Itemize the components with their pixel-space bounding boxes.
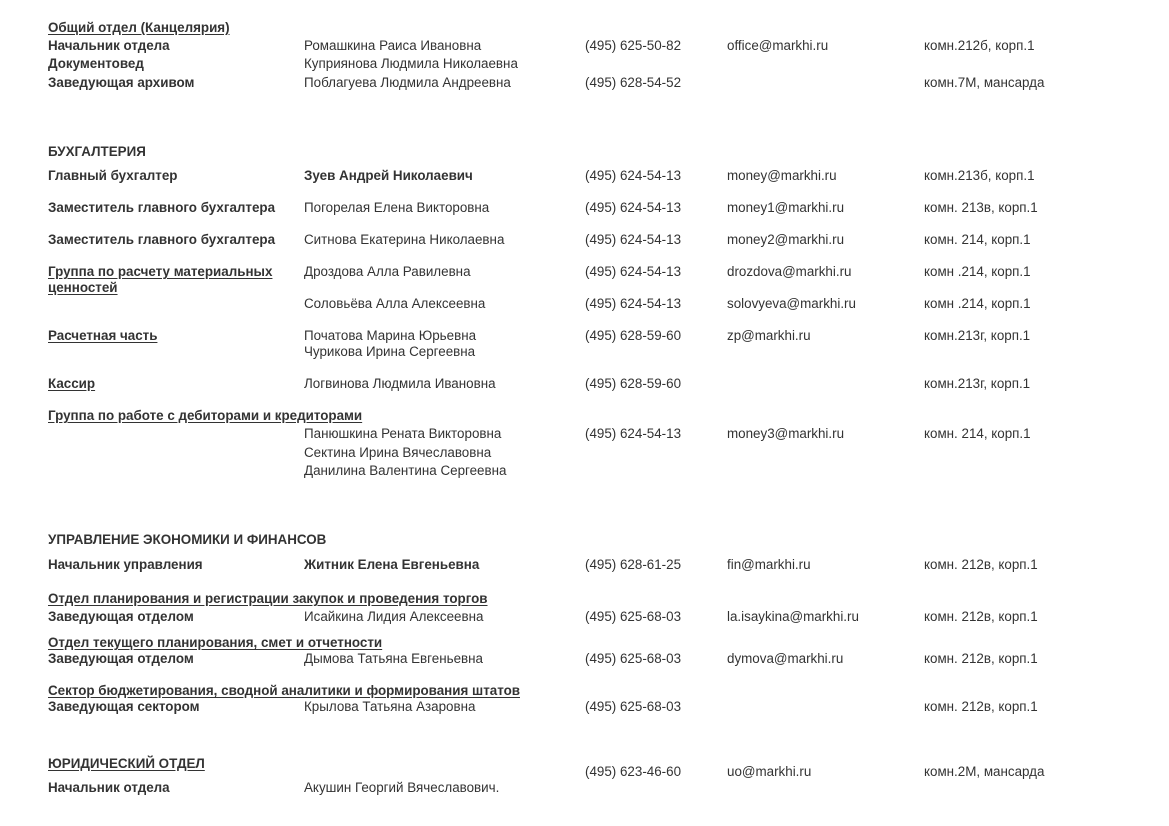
position-label: Начальник управления: [48, 557, 203, 572]
table-row: [0, 462, 1169, 480]
table-row: [0, 167, 1169, 185]
table-row: [0, 779, 1169, 797]
person-name: Сектина Ирина Вячеславовна: [304, 445, 492, 460]
table-row: [0, 608, 1169, 626]
room-location: комн. 214, корп.1: [924, 232, 1031, 247]
table-row: [0, 444, 1169, 462]
group-title-row: [0, 590, 1169, 608]
table-row: [0, 37, 1169, 55]
position-label: Начальник отдела: [48, 780, 170, 795]
phone-number: (495) 625-68-03: [585, 609, 682, 624]
table-row: [0, 698, 1169, 716]
email-address: fin@markhi.ru: [727, 557, 811, 572]
room-location: комн.7М, мансарда: [924, 75, 1045, 90]
phone-number: (495) 624-54-13: [585, 168, 682, 183]
table-row: [0, 199, 1169, 217]
phone-number: (495) 628-59-60: [585, 328, 682, 343]
position-label: Заместитель главного бухгалтера: [48, 200, 276, 215]
email-address: money1@markhi.ru: [727, 200, 845, 215]
phone-number: (495) 625-50-82: [585, 38, 682, 53]
phone-number: (495) 625-68-03: [585, 651, 682, 666]
room-location: комн.2М, мансарда: [924, 764, 1045, 779]
person-name: Панюшкина Рената Викторовна: [304, 426, 502, 441]
email-address: money@markhi.ru: [727, 168, 837, 183]
table-row: [0, 55, 1169, 73]
email-address: solovyeva@markhi.ru: [727, 296, 856, 311]
group-title-text: ценностей: [48, 280, 118, 295]
room-location: комн.213г, корп.1: [924, 328, 1031, 343]
phone-number: (495) 628-59-60: [585, 376, 682, 391]
room-location: комн .214, корп.1: [924, 264, 1031, 279]
group-title: Отдел планирования и регистрации закупок и проведения торгов: [48, 591, 488, 606]
person-name: Початова Марина Юрьевна: [304, 328, 477, 343]
group-title-text: Расчетная часть: [48, 328, 158, 343]
table-row: [0, 556, 1169, 574]
phone-number: (495) 623-46-60: [585, 764, 682, 779]
phone-number: (495) 624-54-13: [585, 232, 682, 247]
table-row: [0, 295, 1169, 313]
room-location: комн.213г, корп.1: [924, 376, 1031, 391]
section-title: УПРАВЛЕНИЕ ЭКОНОМИКИ И ФИНАНСОВ: [48, 532, 327, 547]
room-location: комн. 213в, корп.1: [924, 200, 1038, 215]
person-name: Исайкина Лидия Алексеевна: [304, 609, 484, 624]
section-economics: [0, 531, 1169, 549]
room-location: комн. 212в, корп.1: [924, 699, 1038, 714]
email-address: uo@markhi.ru: [727, 764, 812, 779]
email-address: zp@markhi.ru: [727, 328, 811, 343]
person-name: Погорелая Елена Викторовна: [304, 200, 490, 215]
section-accounting: [0, 143, 1169, 161]
person-name: Чурикова Ирина Сергеевна: [304, 344, 476, 359]
position-label: Заведующая отделом: [48, 651, 194, 666]
room-location: комн. 212в, корп.1: [924, 557, 1038, 572]
position-label: Заместитель главного бухгалтера: [48, 232, 276, 247]
email-address: dymova@markhi.ru: [727, 651, 844, 666]
person-name: Ромашкина Раиса Ивановна: [304, 38, 482, 53]
email-address: money3@markhi.ru: [727, 426, 845, 441]
room-location: комн.212б, корп.1: [924, 38, 1035, 53]
position-label: Заведующая сектором: [48, 699, 200, 714]
person-name: Соловьёва Алла Алексеевна: [304, 296, 486, 311]
email-address: office@markhi.ru: [727, 38, 829, 53]
person-name: Житник Елена Евгеньевна: [304, 557, 480, 572]
position-label: Начальник отдела: [48, 38, 170, 53]
room-location: комн. 214, корп.1: [924, 426, 1031, 441]
person-name: Поблагуева Людмила Андреевна: [304, 75, 511, 90]
table-row: [0, 425, 1169, 443]
section-title: БУХГАЛТЕРИЯ: [48, 144, 146, 159]
table-row: [0, 343, 1169, 361]
position-label: Заведующая отделом: [48, 609, 194, 624]
group-title-text: Группа по работе с дебиторами и кредиторами: [48, 408, 363, 423]
section-general: [0, 19, 1169, 37]
room-location: комн.213б, корп.1: [924, 168, 1035, 183]
person-name: Ситнова Екатерина Николаевна: [304, 232, 505, 247]
group-title: [48, 407, 370, 425]
position-label: Заведующая архивом: [48, 75, 195, 90]
group-title-row: [0, 407, 1169, 425]
person-name: Дымова Татьяна Евгеньевна: [304, 651, 483, 666]
group-title: Отдел текущего планирования, смет и отчетности: [48, 635, 383, 650]
email-address: la.isaykina@markhi.ru: [727, 609, 859, 624]
table-row: [0, 231, 1169, 249]
person-name: Крылова Татьяна Азаровна: [304, 699, 476, 714]
phone-number: (495) 624-54-13: [585, 426, 682, 441]
phone-number: (495) 624-54-13: [585, 200, 682, 215]
email-address: drozdova@markhi.ru: [727, 264, 852, 279]
group-title: Сектор бюджетирования, сводной аналитики и формирования штатов: [48, 683, 520, 698]
phone-number: (495) 624-54-13: [585, 264, 682, 279]
phone-number: (495) 628-54-52: [585, 75, 682, 90]
phone-number: (495) 624-54-13: [585, 296, 682, 311]
group-title: Группа по расчету материальных: [48, 264, 273, 279]
room-location: комн. 212в, корп.1: [924, 651, 1038, 666]
group-title: Кассир: [48, 376, 96, 391]
person-name: Акушин Георгий Вячеславович.: [304, 780, 500, 795]
table-row: [0, 650, 1169, 668]
phone-number: (495) 625-68-03: [585, 699, 682, 714]
room-location: комн .214, корп.1: [924, 296, 1031, 311]
section-title: Общий отдел (Канцелярия): [48, 20, 230, 35]
table-row: [0, 74, 1169, 92]
position-label: Документовед: [48, 56, 144, 71]
room-location: комн. 212в, корп.1: [924, 609, 1038, 624]
person-name: Дроздова Алла Равилевна: [304, 264, 471, 279]
person-name: Зуев Андрей Николаевич: [304, 168, 473, 183]
person-name: Куприянова Людмила Николаевна: [304, 56, 518, 71]
email-address: money2@markhi.ru: [727, 232, 845, 247]
person-name: Логвинова Людмила Ивановна: [304, 376, 496, 391]
position-label: Главный бухгалтер: [48, 168, 178, 183]
table-row: [0, 375, 1169, 393]
phone-number: (495) 628-61-25: [585, 557, 682, 572]
person-name: Данилина Валентина Сергеевна: [304, 463, 507, 478]
section-title-text: ЮРИДИЧЕСКИЙ ОТДЕЛ: [48, 756, 205, 771]
